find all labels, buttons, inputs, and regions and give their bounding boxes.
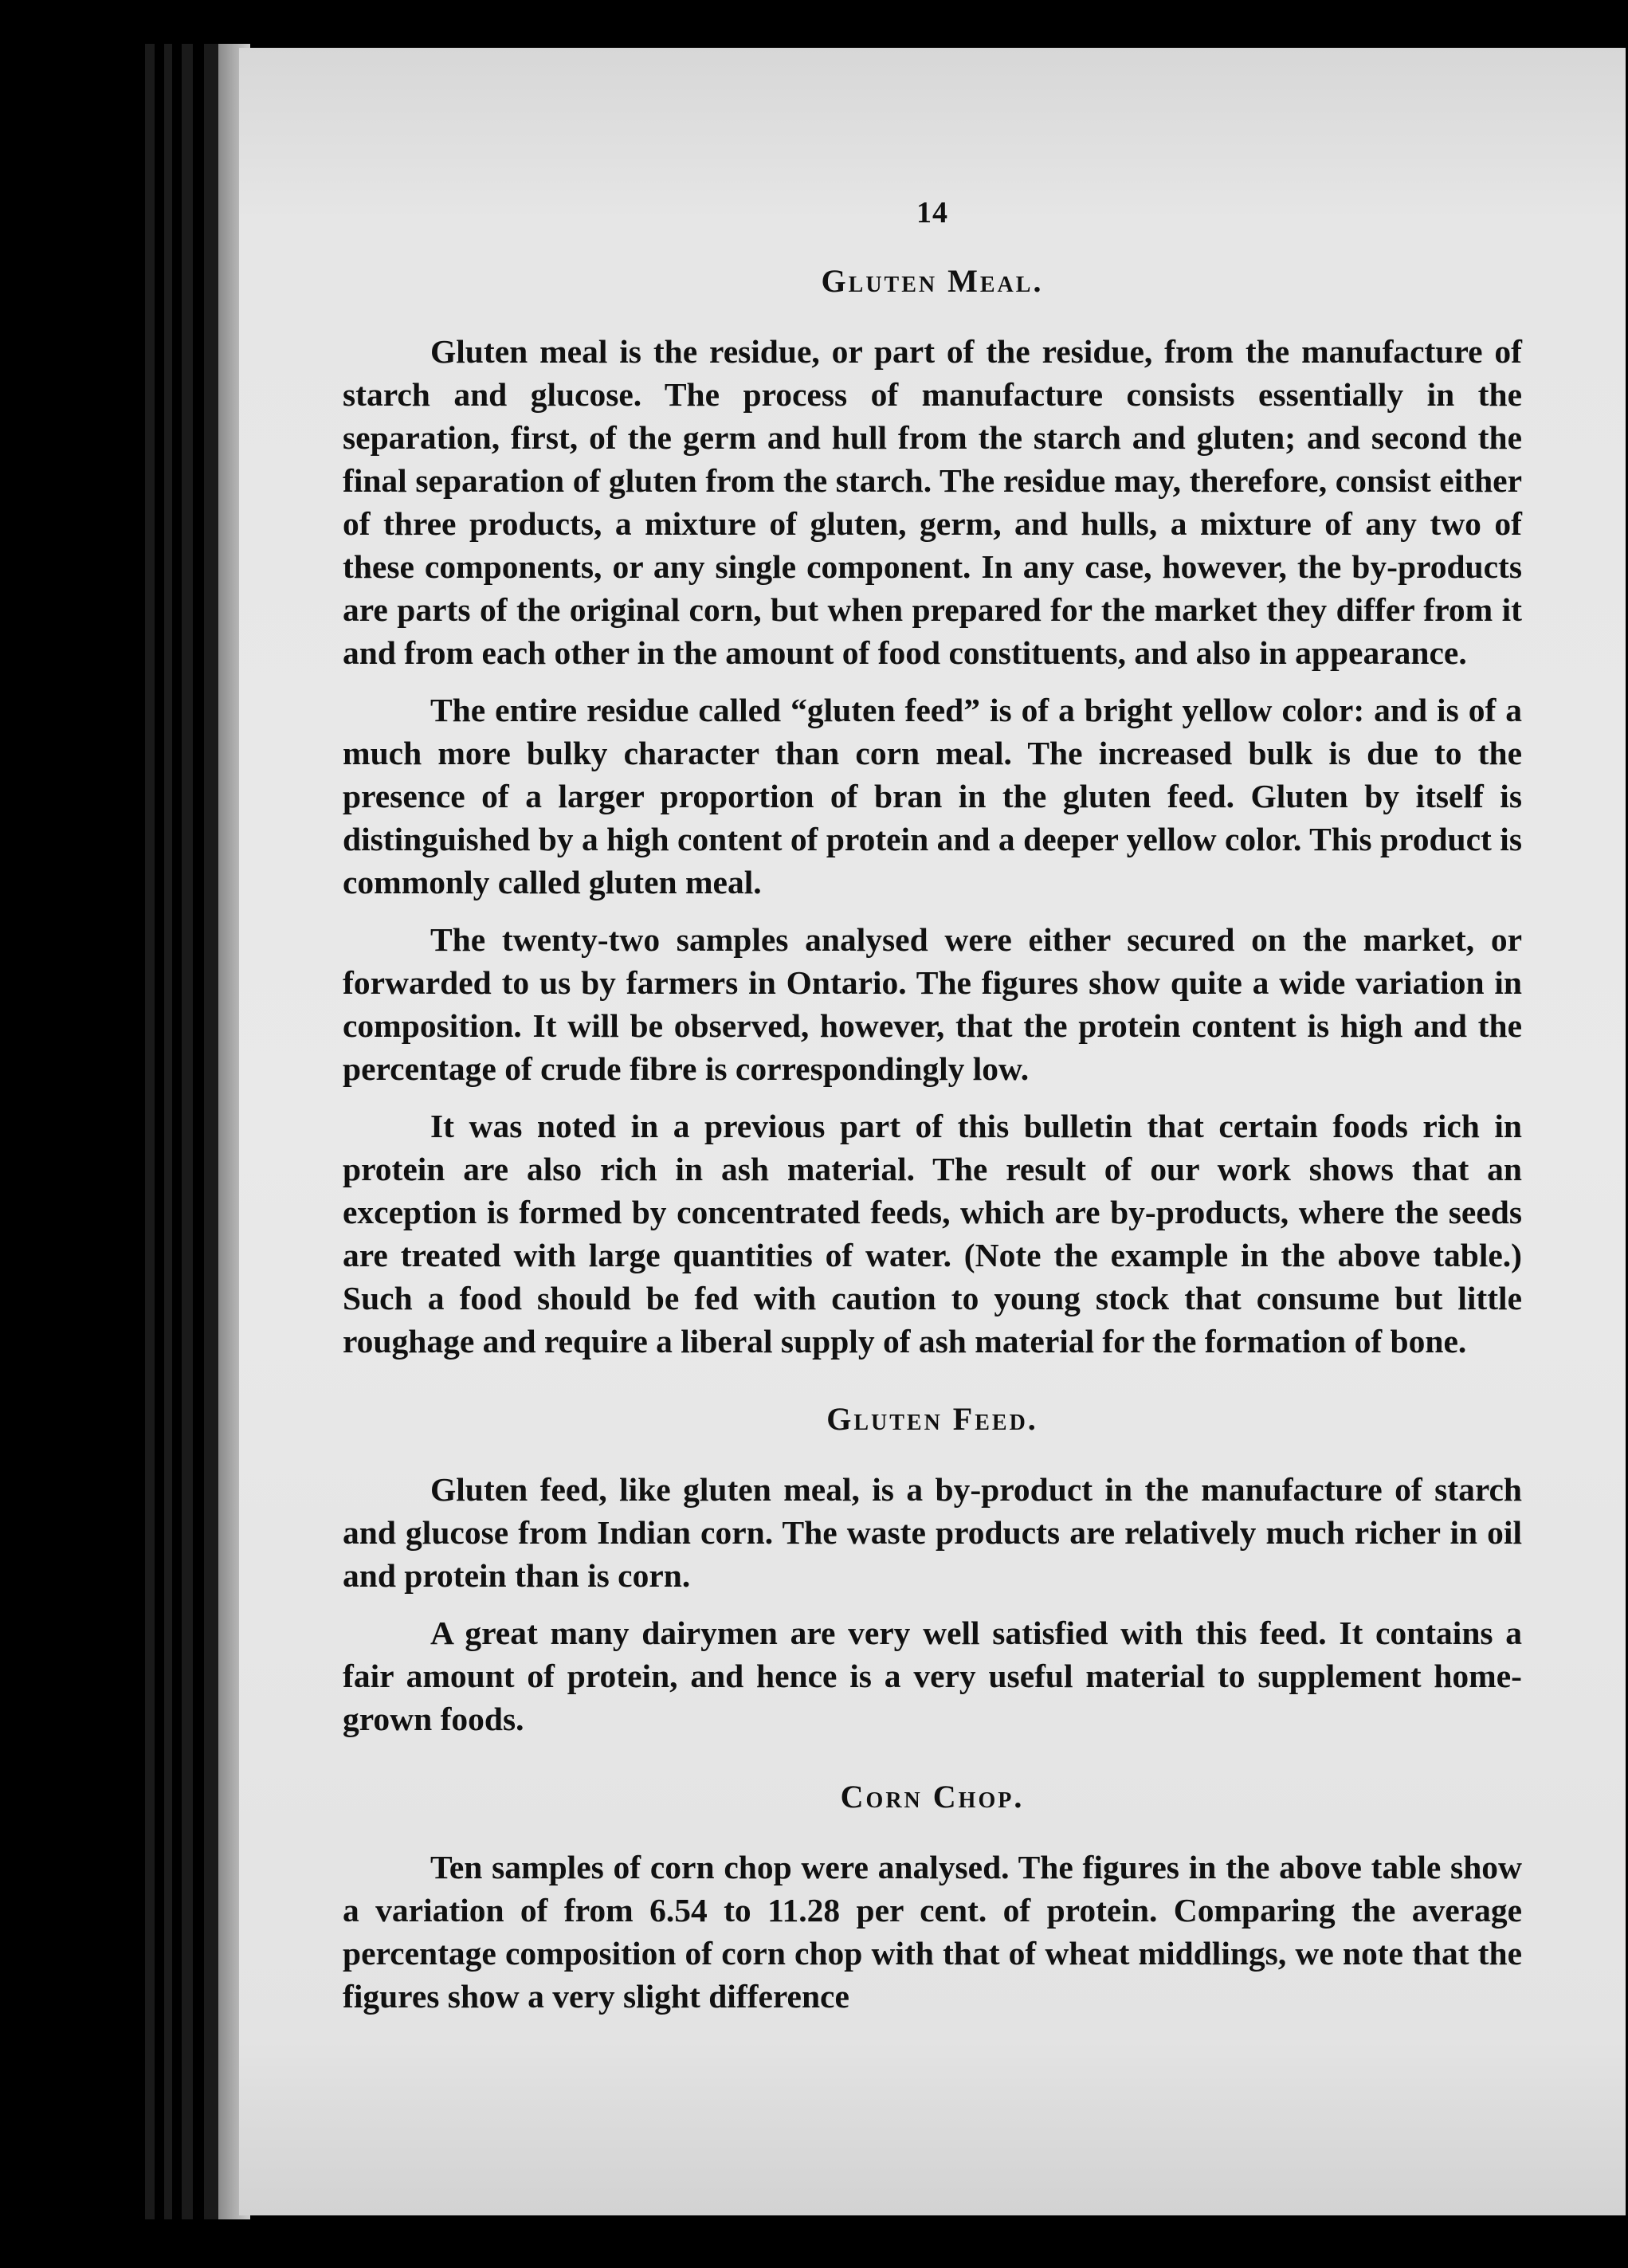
section-corn-chop <box>343 1776 1522 2018</box>
book-binding-edge <box>182 44 193 2219</box>
text-column <box>343 191 1522 2032</box>
paragraph: A great many dairymen are very well satisfied with this feed. It contains a fair amount of protein, and hence is a very useful material to supplement home-grown foods. <box>343 1615 1522 1737</box>
paragraph: Gluten feed, like gluten meal, is a by-product in the manufacture of starch and glucose from Indian corn. The waste products are relatively much richer in oil and protein than is corn. <box>343 1471 1522 1594</box>
book-binding-edge <box>164 44 172 2219</box>
book-binding-edge <box>145 44 155 2219</box>
book-binding-edge <box>204 44 218 2219</box>
paragraph: Ten samples of corn chop were analysed. The figures in the above table show a variation of from 6.54 to 11.28 per cent. of protein. Comparing the average percentage composition of corn chop with that of wheat middlings, we note that the figures show a very slight difference <box>343 1849 1522 2015</box>
page-number: 14 <box>916 196 948 230</box>
paragraph: The entire residue called “gluten feed” is of a bright yellow color: and is of a much more bulky character than corn meal. The increased bulk is due to the presence of a larger proportion of bran in the gluten feed. Gluten by itself is distinguished by a high content of protein and a deeper yellow color. This product is commonly called gluten meal. <box>343 692 1522 901</box>
section-gluten-feed <box>343 1398 1522 1740</box>
section-heading: Gluten Meal. <box>821 263 1044 299</box>
paragraph: It was noted in a previous part of this bulletin that certain foods rich in protein are also rich in ash material. The result of our work shows that an exception is formed by concentrated feeds, which are by-products, where the seeds are treated with large quantities of water. (Note the example in the above table.) Such a food should be fed with caution to young stock that consume but little roughage and require a liberal supply of ash material for the formation of bone. <box>343 1108 1522 1360</box>
paragraph: The twenty-two samples analysed were either secured on the market, or forwarded to us by farmers in Ontario. The figures show quite a wide variation in composition. It will be observed, however, that the protein content is high and the percentage of crude fibre is correspondingly low. <box>343 921 1522 1087</box>
section-heading: Corn Chop. <box>840 1779 1025 1815</box>
section-heading: Gluten Feed. <box>826 1401 1038 1437</box>
section-gluten-meal <box>343 260 1522 1363</box>
paragraph: Gluten meal is the residue, or part of the residue, from the manufacture of starch and glucose. The process of manufacture consists essentially in the separation, first, of the germ and hull from the starch and gluten; and second the final separation of gluten from the starch. The residue may, therefore, consist either of three products, a mixture of gluten, germ, and hulls, a mixture of any two of these components, or any single component. In any case, however, the by-products are parts of the original corn, but when prepared for the market they differ from it and from each other in the amount of food constituents, and also in appearance. <box>343 333 1522 671</box>
book-page <box>239 48 1626 2215</box>
